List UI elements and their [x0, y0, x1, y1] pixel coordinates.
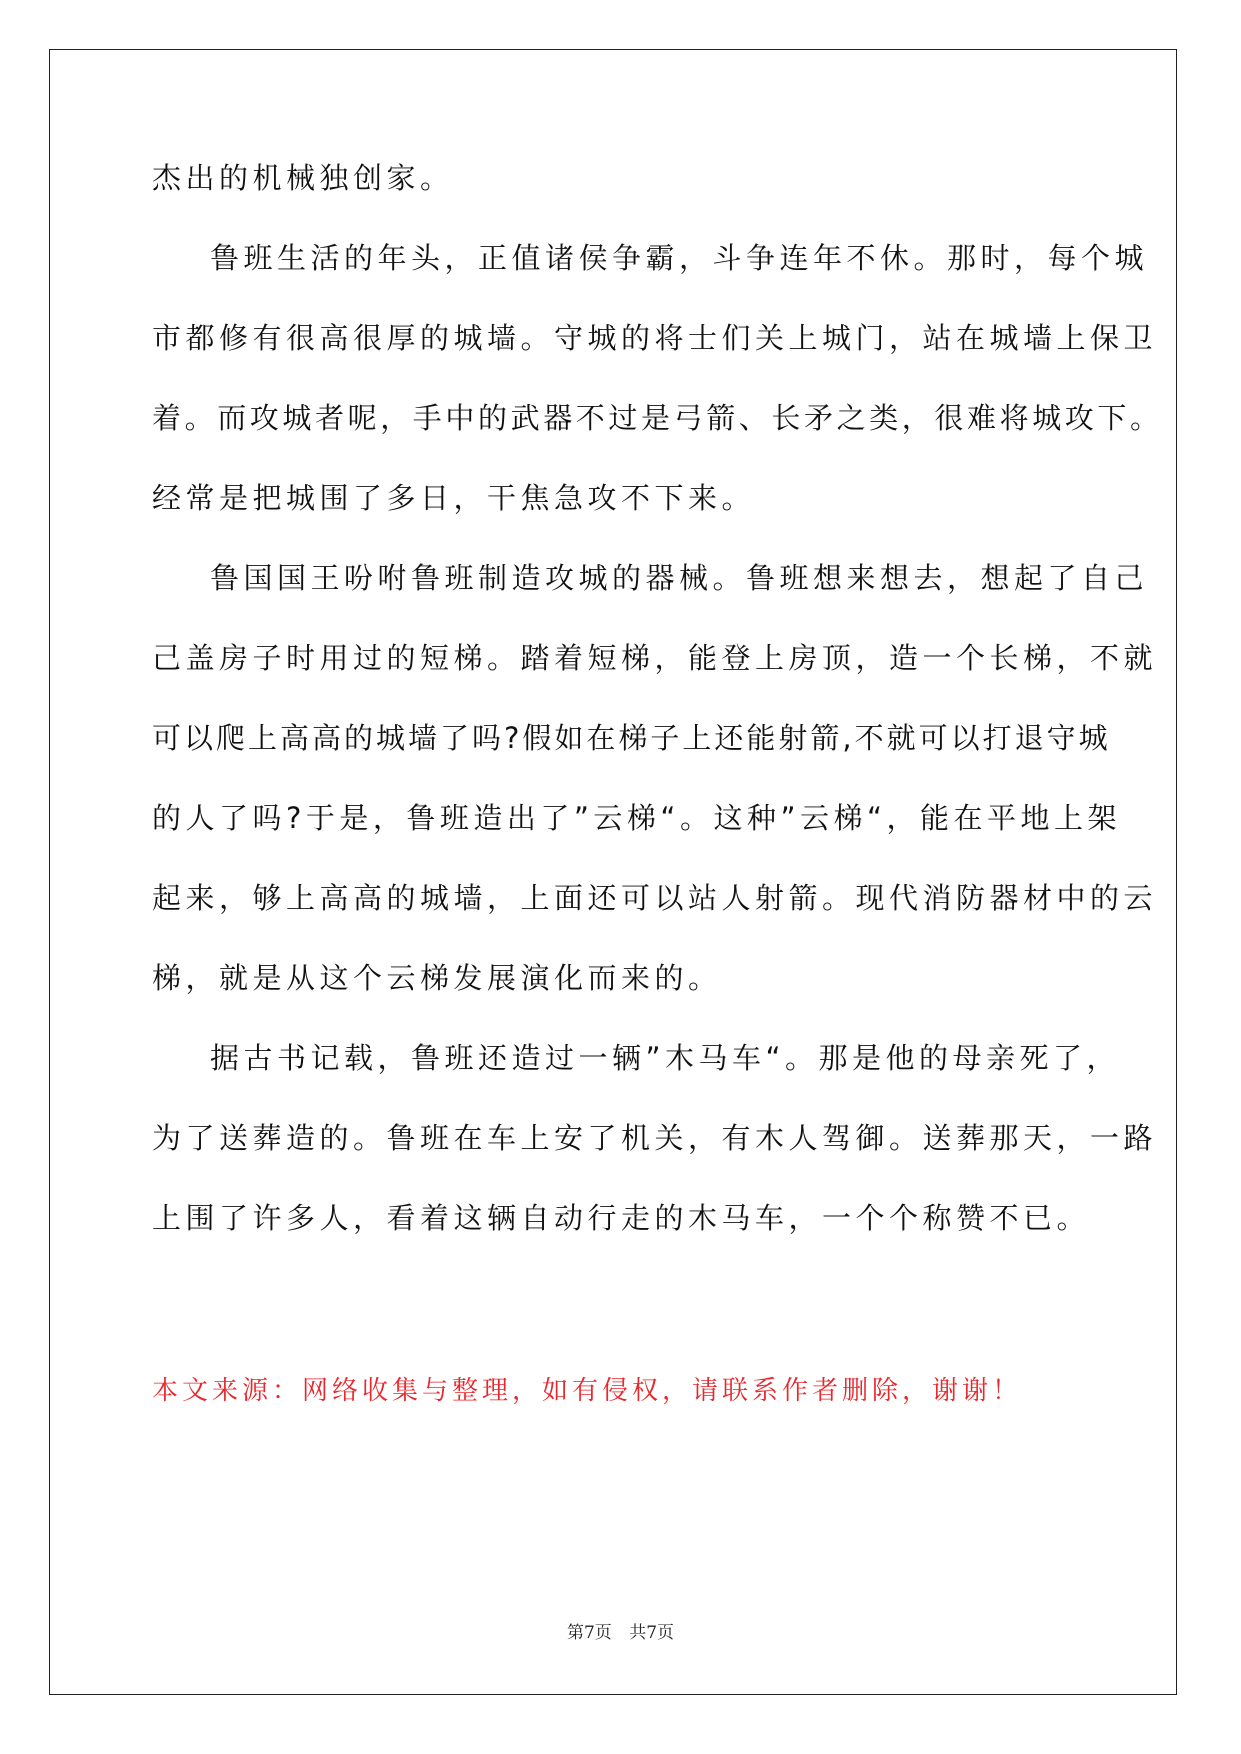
page-total: 共7页	[629, 1623, 675, 1643]
paragraph-line: 为了送葬造的。鲁班在车上安了机关，有木人驾御。送葬那天，一路	[152, 1121, 1158, 1155]
paragraph-line: 鲁班生活的年头，正值诸侯争霸，斗争连年不休。那时，每个城	[210, 241, 1149, 275]
paragraph-line: 鲁国国王吩咐鲁班制造攻城的器械。鲁班想来想去，想起了自己	[210, 561, 1149, 595]
paragraph-line: 的人了吗?于是，鲁班造出了”云梯“。这种”云梯“，能在平地上架	[152, 801, 1121, 835]
paragraph-line: 据古书记载，鲁班还造过一辆”木马车“。那是他的母亲死了，	[210, 1041, 1121, 1075]
paragraph-line: 杰出的机械独创家。	[152, 161, 454, 195]
paragraph-line: 经常是把城围了多日，干焦急攻不下来。	[152, 481, 756, 515]
paragraph-line: 可以爬上高高的城墙了吗?假如在梯子上还能射箭,不就可以打退守城	[152, 721, 1111, 755]
paragraph-line: 着。而攻城者呢，手中的武器不过是弓箭、长矛之类，很难将城攻下。	[152, 401, 1163, 435]
page-number: 第7页	[566, 1623, 612, 1643]
paragraph-line: 梯，就是从这个云梯发展演化而来的。	[152, 961, 722, 995]
paragraph-line: 市都修有很高很厚的城墙。守城的将士们关上城门，站在城墙上保卫	[152, 321, 1158, 355]
page-border	[49, 49, 1177, 1695]
source-note: 本文来源：网络收集与整理，如有侵权，请联系作者删除，谢谢！	[152, 1376, 1023, 1406]
page-footer	[0, 1618, 1241, 1643]
paragraph-line: 己盖房子时用过的短梯。踏着短梯，能登上房顶，造一个长梯，不就	[152, 641, 1158, 675]
paragraph-line: 上围了许多人，看着这辆自动行走的木马车，一个个称赞不已。	[152, 1201, 1091, 1235]
paragraph-line: 起来，够上高高的城墙，上面还可以站人射箭。现代消防器材中的云	[152, 881, 1158, 915]
